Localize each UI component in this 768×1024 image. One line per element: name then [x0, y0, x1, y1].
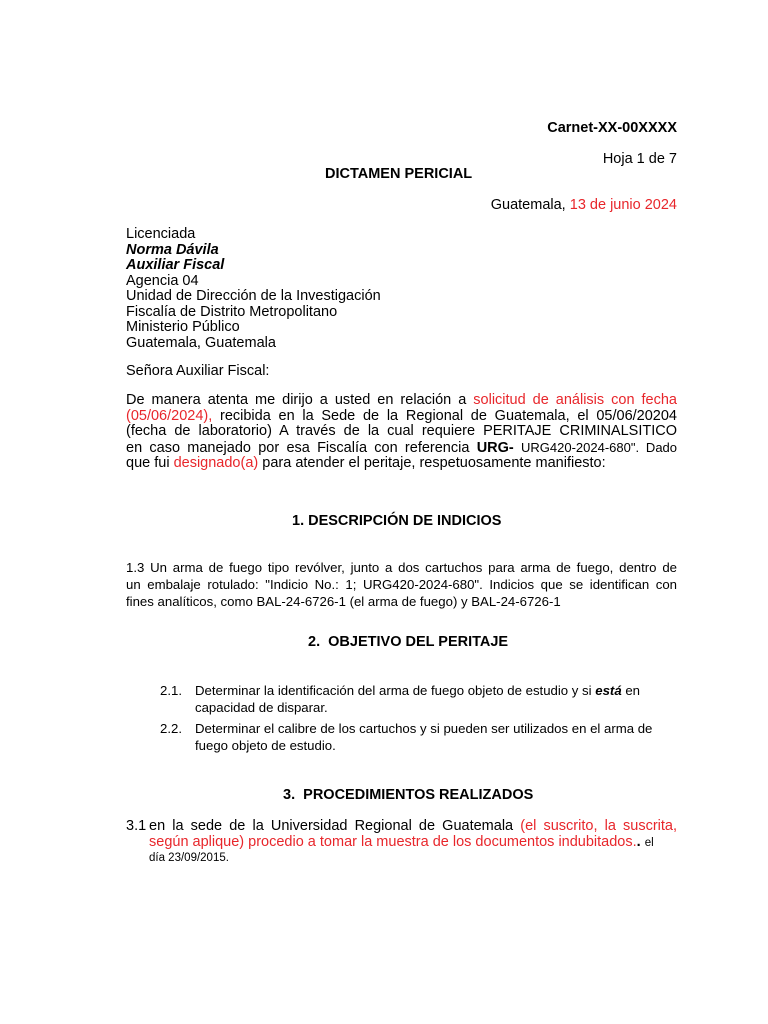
section-3-heading	[283, 788, 533, 804]
intro-paragraph	[126, 393, 677, 472]
section-2-number: 2.	[308, 634, 321, 650]
recipient-city: Guatemala, Guatemala	[126, 334, 276, 351]
intro-line: De manera atenta me dirijo a usted en relación a solicitud de análisis con fecha	[126, 392, 677, 408]
procedure-body: en la sede de la Universidad Regional de Guatemala (el suscrito, la suscrita, según aplique) procedio a tomar la muestra de los documentos indubitados.. el día 23/09/2015.	[149, 818, 677, 864]
intro-line: (fecha de laboratorio) A través de la cual requiere PERITAJE CRIMINALSITICO	[126, 423, 677, 439]
section-1-heading: 1. DESCRIPCIÓN DE INDICIOS	[292, 513, 502, 529]
intro-line: (05/06/2024), recibida en la Sede de la Regional de Guatemala, el 05/06/20204	[126, 407, 678, 424]
recipient-block	[126, 227, 381, 351]
greeting: Señora Auxiliar Fiscal:	[126, 363, 270, 379]
page-indicator: Hoja 1 de 7	[602, 151, 677, 167]
intro-line: que fui designado(a) para atender el peritaje, respetuosamente manifiesto:	[126, 455, 606, 471]
procedure-number: 3.1	[126, 818, 147, 834]
section-1-body	[126, 559, 677, 610]
list-item: Determinar la identificación del arma de fuego objeto de estudio y si está en capacidad de disparar.	[195, 683, 641, 715]
document-title: DICTAMEN PERICIAL	[325, 166, 473, 182]
intro-line: en caso manejado por esa Fiscalía con referencia URG- URG420-2024-680". Dado	[126, 439, 678, 456]
carnet-number: Carnet-XX-00XXXX	[547, 120, 677, 136]
place-date	[491, 198, 677, 214]
list-item-number: 2.2.	[160, 721, 182, 736]
place: Guatemala,	[490, 197, 566, 213]
list-item-number: 2.1.	[160, 683, 182, 698]
list-item: Determinar el calibre de los cartuchos y si pueden ser utilizados en el arma de fuego objeto de estudio.	[195, 721, 653, 753]
recipient-ministry: Ministerio Público	[126, 319, 240, 335]
date: 13 de junio 2024	[569, 197, 677, 213]
recipient-unit: Unidad de Dirección de la Investigación	[126, 288, 381, 304]
section-3-title: PROCEDIMIENTOS REALIZADOS	[303, 787, 534, 803]
recipient-title: Licenciada	[126, 226, 196, 242]
recipient-position: Auxiliar Fiscal	[126, 257, 225, 273]
recipient-name: Norma Dávila	[126, 241, 219, 258]
section-2-heading	[308, 635, 508, 651]
section-1-line: 1.3 Un arma de fuego tipo revólver, junto a dos cartuchos para arma de fuego, dentro de	[126, 560, 677, 575]
section-1-line: un embalaje rotulado: "Indicio No.: 1; URG420-2024-680". Indicios que se identifican con	[126, 577, 677, 592]
section-1-line: fines analíticos, como BAL-24-6726-1 (el arma de fuego) y BAL-24-6726-1	[126, 594, 561, 609]
section-3-number: 3.	[283, 787, 296, 803]
recipient-office: Fiscalía de Distrito Metropolitano	[126, 303, 338, 320]
section-2-title: OBJETIVO DEL PERITAJE	[328, 634, 509, 650]
recipient-agency: Agencia 04	[126, 272, 199, 289]
